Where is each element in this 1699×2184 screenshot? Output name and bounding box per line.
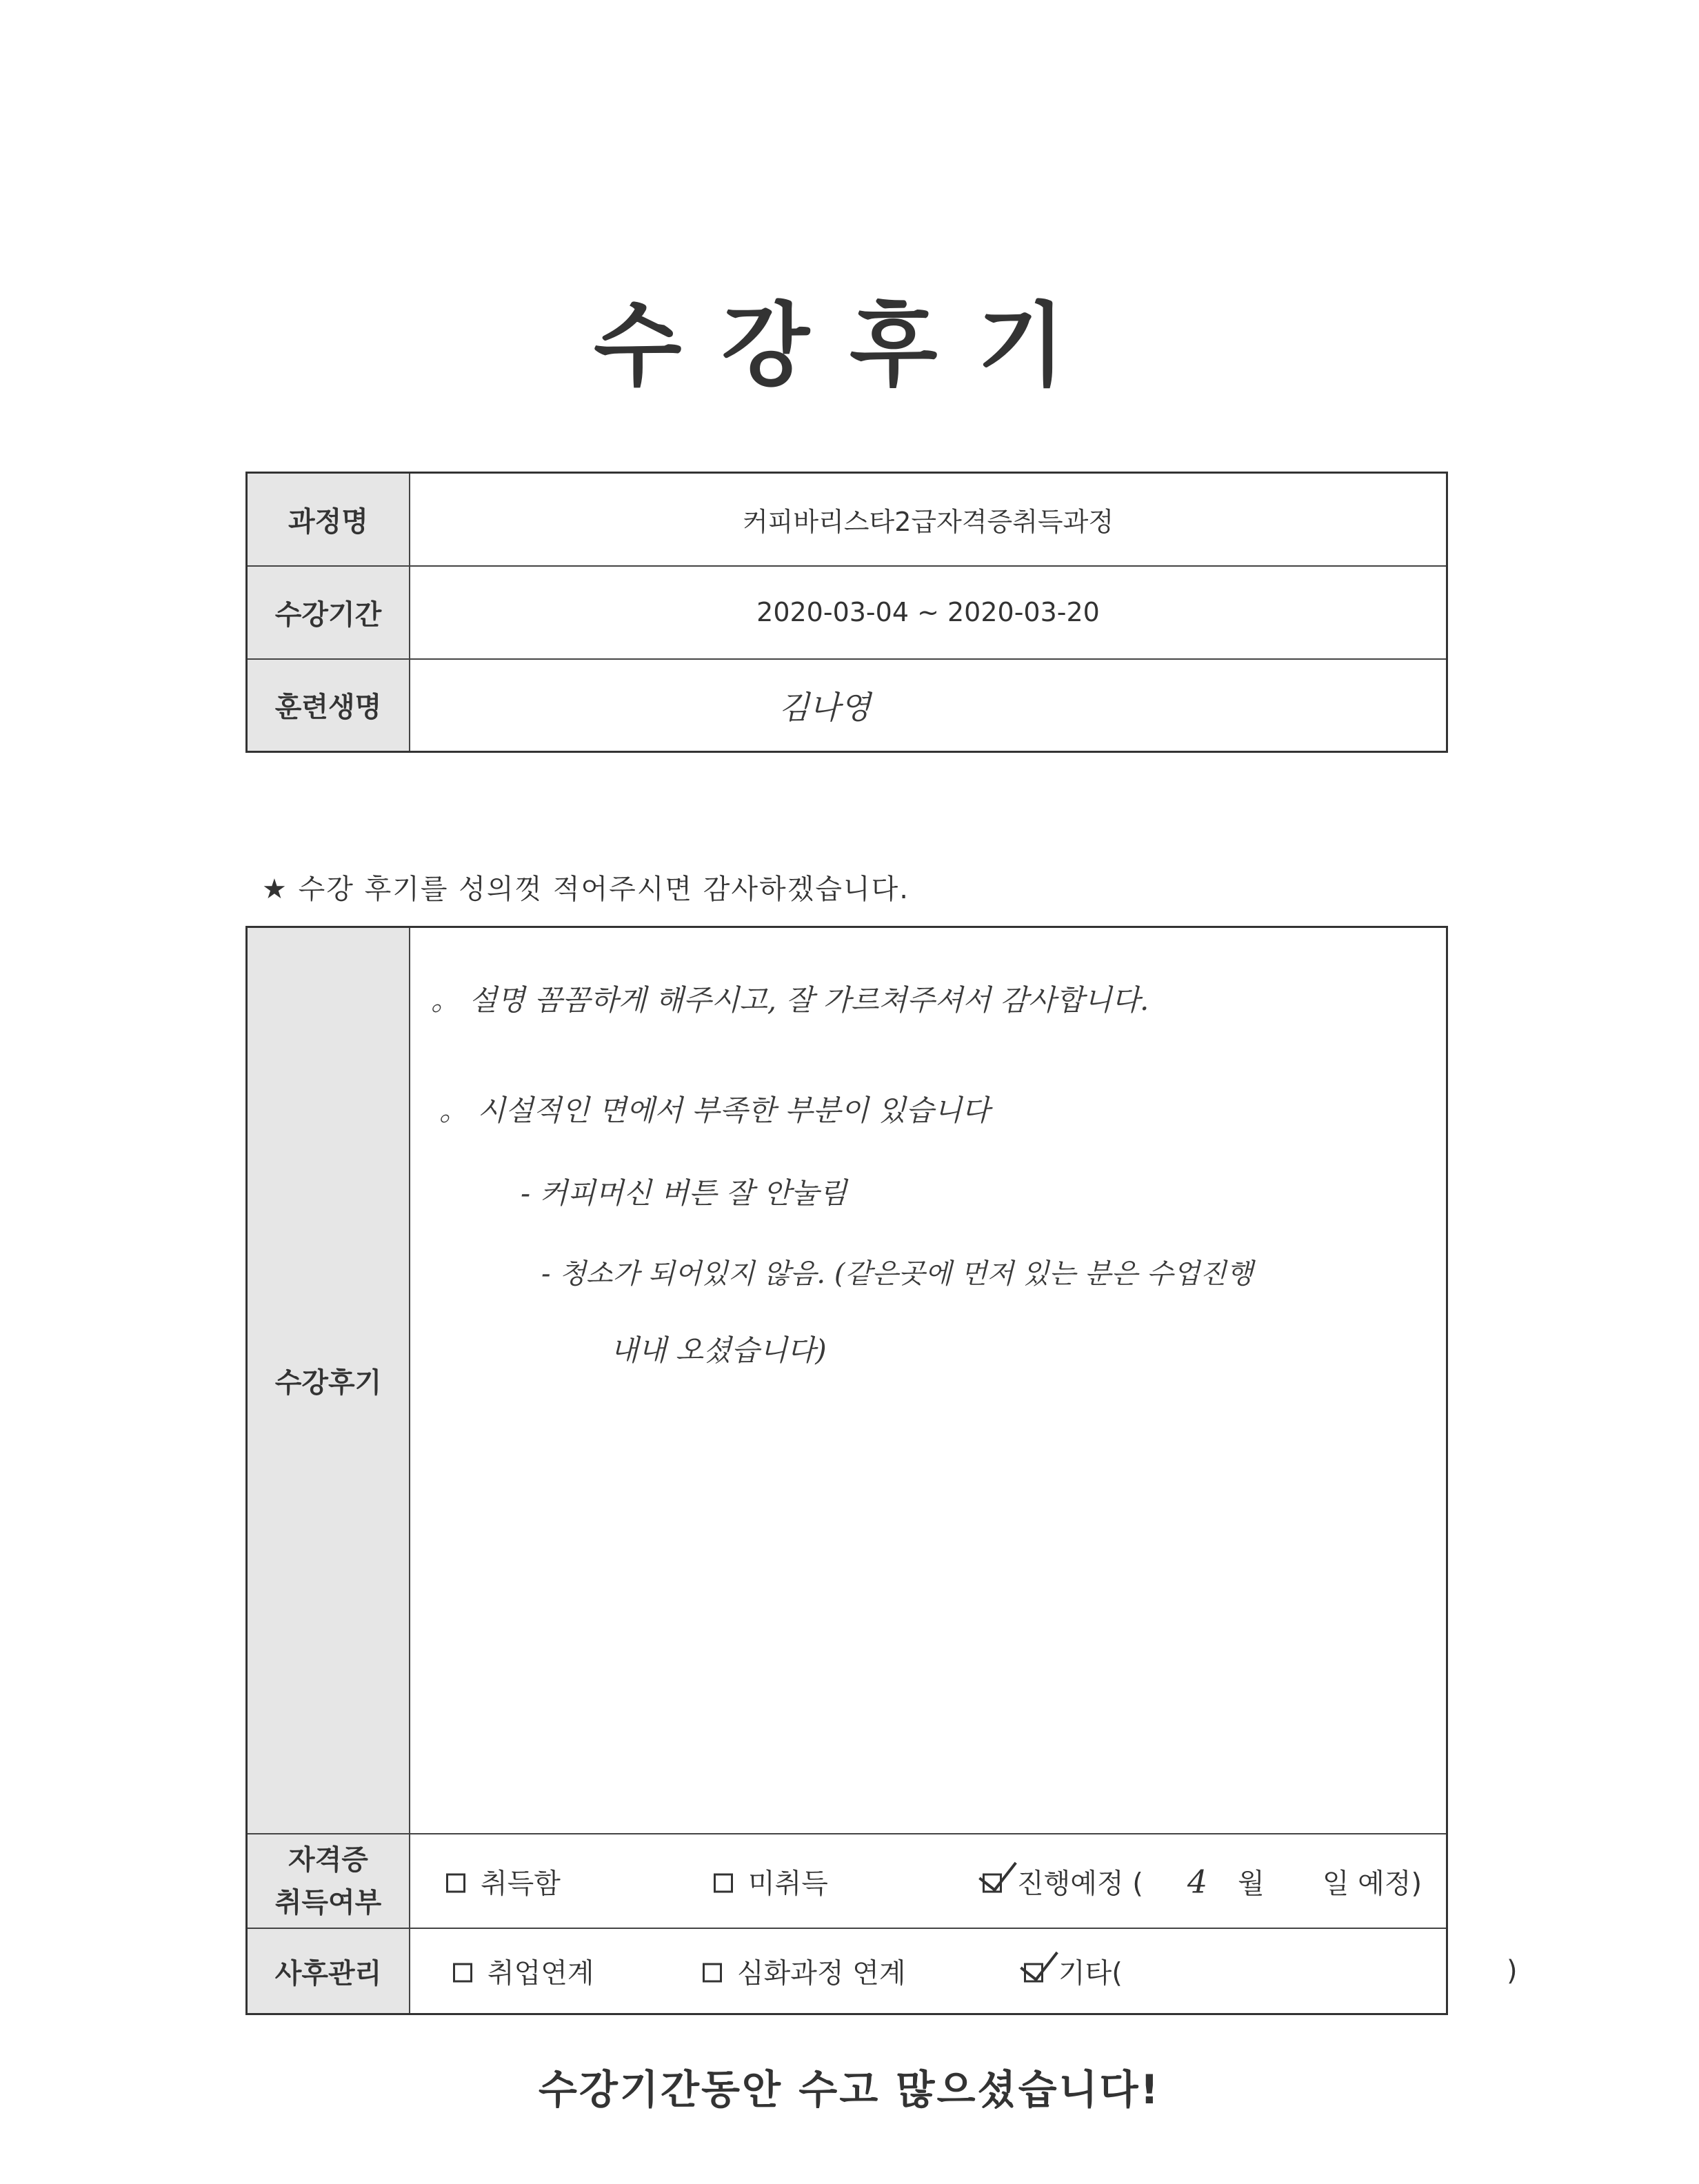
- option-employment-label: 취업연계: [487, 1957, 594, 1990]
- option-acquired-label: 취득함: [481, 1868, 561, 1899]
- page-title: 수강후기: [593, 293, 1106, 399]
- trainee-name-handwritten: 김나영: [778, 688, 871, 726]
- option-other[interactable]: [1024, 1952, 1123, 1991]
- certificate-row: [247, 1834, 1447, 1928]
- planned-month-handwritten: 4: [1187, 1863, 1208, 1900]
- option-not-acquired[interactable]: [714, 1861, 828, 1901]
- option-not-acquired-label: 미취득: [748, 1868, 828, 1899]
- course-row: [247, 473, 1447, 566]
- certificate-label-line2: 취득여부: [274, 1886, 382, 1919]
- option-employment[interactable]: [453, 1952, 594, 1991]
- review-table: [245, 926, 1518, 2015]
- notice-text: ★ 수강 후기를 성의껏 적어주시면 감사하겠습니다.: [262, 873, 909, 905]
- checkbox-employment[interactable]: [453, 1963, 472, 1983]
- aftercare-options: [410, 1928, 1518, 2014]
- review-lines: [410, 928, 1446, 1833]
- aftercare-label: 사후관리: [247, 1928, 410, 2014]
- review-row: [247, 927, 1447, 1834]
- period-value: 2020-03-04 ~ 2020-03-20: [410, 566, 1447, 659]
- certificate-label-line1: 자격증: [288, 1843, 368, 1876]
- review-line: 내내 오셨습니다): [610, 1333, 827, 1367]
- checkbox-not-acquired[interactable]: [714, 1873, 733, 1892]
- review-line: 。 시설적인 면에서 부족한 부분이 있습니다: [439, 1093, 990, 1127]
- option-other-close: ): [1507, 1955, 1518, 1987]
- review-line: - 커피머신 버튼 잘 안눌림: [521, 1176, 847, 1210]
- option-planned[interactable]: [983, 1861, 1422, 1901]
- period-label: 수강기간: [247, 566, 410, 659]
- checkbox-planned-checked[interactable]: [983, 1873, 1002, 1892]
- review-body: [410, 927, 1447, 1834]
- course-info-table: [245, 472, 1448, 753]
- aftercare-row: [247, 1928, 1447, 2014]
- option-other-label: 기타(: [1058, 1957, 1123, 1990]
- certificate-options: [410, 1834, 1447, 1928]
- review-label: 수강후기: [247, 927, 410, 1834]
- course-label: 과정명: [247, 473, 410, 566]
- trainee-cell: [410, 659, 1447, 752]
- review-line: - 청소가 되어있지 않음. (같은곳에 먼저 있는 분은 수업진행: [541, 1258, 1254, 1290]
- checkbox-other-checked[interactable]: [1024, 1963, 1043, 1983]
- planned-suffix: 일 예정): [1322, 1868, 1422, 1899]
- option-advanced-label: 심화과정 연계: [737, 1957, 906, 1990]
- option-advanced[interactable]: [703, 1952, 906, 1991]
- period-row: [247, 566, 1447, 659]
- month-unit: 월: [1238, 1868, 1265, 1899]
- course-value: 커피바리스타2급자격증취득과정: [410, 473, 1447, 566]
- option-planned-label: 진행예정 (: [1017, 1868, 1143, 1899]
- option-acquired[interactable]: [446, 1861, 561, 1901]
- trainee-row: [247, 659, 1447, 752]
- review-line: 。 설명 꼼꼼하게 해주시고, 잘 가르쳐주셔서 감사합니다.: [431, 983, 1149, 1017]
- checkbox-advanced[interactable]: [703, 1963, 722, 1983]
- certificate-label: [247, 1834, 410, 1928]
- trainee-label: 훈련생명: [247, 659, 410, 752]
- checkbox-acquired[interactable]: [446, 1873, 465, 1892]
- footer-message: 수강기간동안 수고 많으셨습니다!: [538, 2066, 1161, 2113]
